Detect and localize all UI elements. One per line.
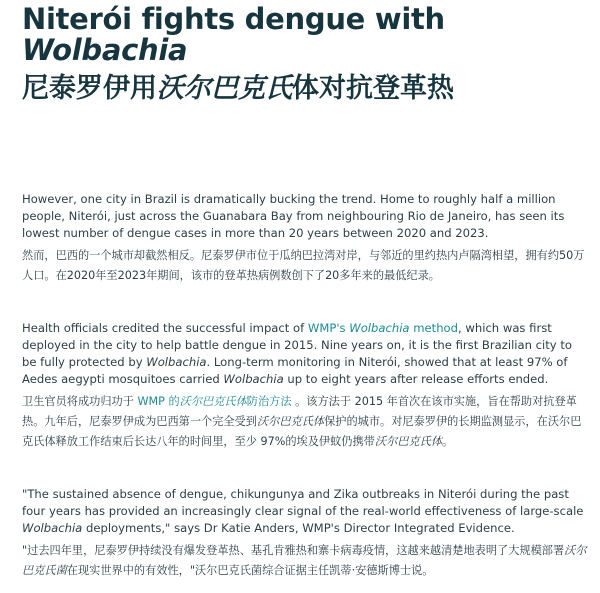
p2-zh-wolbachia-2: 沃尔巴克氏体 [374, 435, 443, 448]
p3-zh-text-b: 在现实世界中的有效性，"沃尔巴克氏菌综合证据主任凯蒂·安德斯博士说。 [66, 564, 434, 577]
p3-en-wolbachia: Wolbachia [22, 521, 83, 535]
headline-english-wolbachia: Wolbachia [22, 33, 188, 67]
link-en-part-b: Wolbachia [349, 321, 410, 335]
p2-zh-text-a: 卫生官员将成功归功于 [22, 395, 138, 408]
headline-chinese-wolbachia: 沃尔巴克氏 [157, 73, 292, 104]
paragraph-1-chinese: 然而，巴西的一个城市却截然相反。尼泰罗伊市位于瓜纳巴拉湾对岸，与邻近的里约热内卢隔湾相望，拥有约50万人口。在2020年至2023年期间，该市的登革热病例数创下了20多年来的最低纪录。 [22, 249, 585, 282]
headline-chinese-part3: 体对抗登革热 [292, 73, 454, 104]
wmp-wolbachia-method-link-zh[interactable] [137, 395, 291, 408]
paragraph-2-chinese [22, 392, 590, 452]
p2-en-text-a: Health officials credited the successful impact of [22, 321, 308, 335]
paragraph-block-1 [22, 191, 590, 286]
p3-en-text-a: "The sustained absence of dengue, chikungunya and Zika outbreaks in Niterói during the past four years has provided an increasingly clear signal of the real-world effectiveness of large-scale [22, 487, 584, 518]
p2-en-wolbachia-2: Wolbachia [223, 372, 284, 386]
p2-en-text-b: , which was first deployed in the city to help battle dengue in 2015. Nine years on, it is the first Brazilian city to be fully protected by [22, 321, 572, 369]
p2-zh-text-c: 保护的城市。对尼泰罗伊的长期监测显示，在沃尔巴克氏体释放工作结束后长达八年的时间里，至少 97%的埃及伊蚊仍携带 [22, 415, 582, 448]
p3-zh-wolbachia: 沃尔巴克氏菌 [22, 544, 587, 577]
paragraph-2-english [22, 320, 590, 388]
p3-zh-text-a: "过去四年里，尼泰罗伊持续没有爆发登革热、基孔肯雅热和寨卡病毒疫情，这越来越清楚地表明了大规模部署 [22, 544, 565, 557]
p2-zh-wolbachia-1: 沃尔巴克氏体 [256, 415, 325, 428]
wmp-wolbachia-method-link[interactable] [308, 321, 458, 335]
headline-english [22, 4, 590, 66]
link-zh-part-b: 沃尔巴克氏体 [179, 395, 247, 408]
p2-en-text-d: up to eight years after release efforts ended. [283, 372, 549, 386]
p2-en-wolbachia-1: Wolbachia [146, 355, 207, 369]
headline-chinese [22, 70, 590, 107]
paragraph-1-english: However, one city in Brazil is dramatically bucking the trend. Home to roughly half a million people, Niterói, just across the Guanabara Bay from neighbouring Rio de Janeiro, has seen its lowest number of dengue cases in more than 20 years between 2020 and 2023. [22, 192, 565, 240]
link-en-part-c: method [409, 321, 459, 335]
p2-zh-text-d: 。 [442, 435, 454, 448]
link-zh-part-c: 防治方法 [246, 395, 292, 408]
p3-en-text-b: deployments," says Dr Katie Anders, WMP's Director Integrated Evidence. [82, 521, 515, 535]
paragraph-block-2 [22, 320, 590, 452]
link-en-part-a: WMP's [307, 321, 350, 335]
headline-chinese-part1: 尼泰罗伊用 [22, 73, 157, 104]
p2-en-text-c: . Long-term monitoring in Niterói, showed that at least 97% of Aedes aegypti mosquitoes carried [22, 355, 568, 386]
link-zh-part-a: WMP 的 [137, 395, 180, 408]
p2-zh-text-b: 。该方法于 2015 年首次在该市实施，旨在帮助对抗登革热。九年后，尼泰罗伊成为巴西第一个完全受到 [22, 395, 577, 428]
paragraph-3-english [22, 486, 590, 537]
paragraph-3-chinese [22, 541, 590, 581]
article [22, 0, 590, 577]
paragraph-block-3 [22, 486, 590, 581]
headline-english-text: Niterói fights dengue with [22, 2, 445, 36]
